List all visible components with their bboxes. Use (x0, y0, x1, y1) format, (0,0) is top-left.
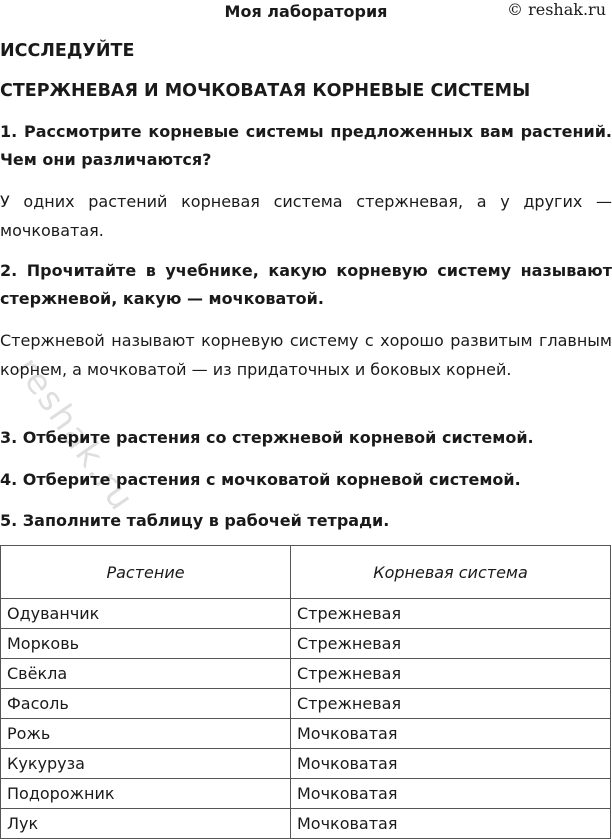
plant-cell: Кукуруза (1, 749, 291, 779)
table-row (1, 599, 611, 629)
task-4-question: 4. Отберите растения с мочковатой корневой системой. (0, 470, 521, 489)
plant-cell: Подорожник (1, 779, 291, 809)
table-header-row (1, 546, 611, 599)
header-root-system: Корневая система (291, 546, 611, 599)
plant-cell: Рожь (1, 719, 291, 749)
table-row (1, 779, 611, 809)
table-row (1, 749, 611, 779)
page-header-title: Моя лаборатория (224, 2, 388, 21)
root-system-cell: Мочковатая (291, 749, 611, 779)
table-row (1, 629, 611, 659)
table-row (1, 719, 611, 749)
root-systems-table (0, 545, 611, 839)
plant-cell: Свёкла (1, 659, 291, 689)
watermark: reshak.ru (7, 350, 143, 519)
plant-cell: Морковь (1, 629, 291, 659)
root-system-cell: Мочковатая (291, 779, 611, 809)
root-system-cell: Стрежневая (291, 599, 611, 629)
task-1-answer: У одних растений корневая система стержневая, а у других — мочковатая. (0, 192, 612, 240)
table-row (1, 689, 611, 719)
task-2-question: 2. Прочитайте в учебнике, какую корневую систему называют стержневой, какую — мочковатой. (0, 261, 612, 308)
section-label: ИССЛЕДУЙТЕ (0, 41, 135, 61)
header-plant: Растение (1, 546, 291, 599)
root-system-cell: Стрежневая (291, 629, 611, 659)
plant-cell: Лук (1, 809, 291, 839)
plant-cell: Одуванчик (1, 599, 291, 629)
task-2-answer: Стержневой называют корневую систему с хорошо развитым главным корнем, а мочковатой — из придаточных и боковых корней. (0, 331, 612, 379)
copyright-notice: © reshak.ru (507, 0, 606, 19)
root-system-cell: Мочковатая (291, 719, 611, 749)
task-1-question: 1. Рассмотрите корневые системы предложенных вам растений. Чем они различаются? (0, 122, 612, 169)
root-system-cell: Стрежневая (291, 689, 611, 719)
task-3-question: 3. Отберите растения со стержневой корневой системой. (0, 428, 534, 447)
root-system-cell: Стрежневая (291, 659, 611, 689)
task-5-question: 5. Заполните таблицу в рабочей тетради. (0, 511, 390, 530)
plant-cell: Фасоль (1, 689, 291, 719)
table-row (1, 809, 611, 839)
root-system-cell: Мочковатая (291, 809, 611, 839)
table-row (1, 659, 611, 689)
section-title: СТЕРЖНЕВАЯ И МОЧКОВАТАЯ КОРНЕВЫЕ СИСТЕМЫ (0, 81, 531, 101)
